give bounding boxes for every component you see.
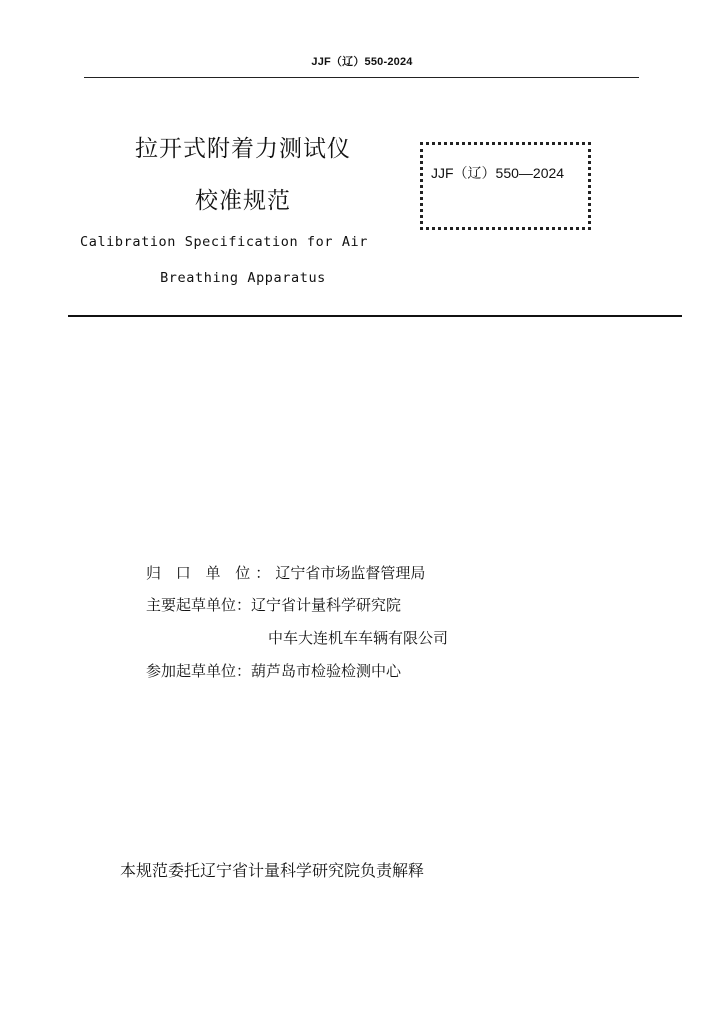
main-drafting-unit-value-2: 中车大连机车车辆有限公司 [268, 629, 449, 647]
cover-divider [68, 315, 682, 317]
participating-unit-row [146, 660, 401, 681]
title-chinese-line-2: 校准规范 [195, 188, 291, 214]
participating-unit-label: 参加起草单位： [146, 662, 252, 680]
header-divider [84, 77, 639, 78]
main-drafting-unit-value-1: 辽宁省计量科学研究院 [251, 596, 402, 614]
responsible-unit-row [146, 562, 425, 583]
title-english-line-1: Calibration Specification for Air [80, 234, 369, 250]
main-drafting-unit-label: 主要起草单位： [146, 596, 252, 614]
document-code-box [420, 142, 591, 230]
header-document-code: JJF（辽）550-2024 [311, 56, 413, 68]
document-code-box-text: JJF（辽）550—2024 [431, 165, 565, 181]
responsible-unit-value: 辽宁省市场监督管理局 [275, 564, 426, 582]
responsible-unit-label: 归 口 单 位： [146, 564, 276, 582]
interpretation-note: 本规范委托辽宁省计量科学研究院负责解释 [120, 861, 425, 880]
main-drafting-unit-row-2 [268, 627, 448, 648]
participating-unit-value: 葫芦岛市检验检测中心 [251, 662, 402, 680]
main-drafting-unit-row [146, 594, 401, 615]
title-chinese-line-1: 拉开式附着力测试仪 [135, 136, 351, 162]
title-english-line-2: Breathing Apparatus [160, 270, 326, 286]
